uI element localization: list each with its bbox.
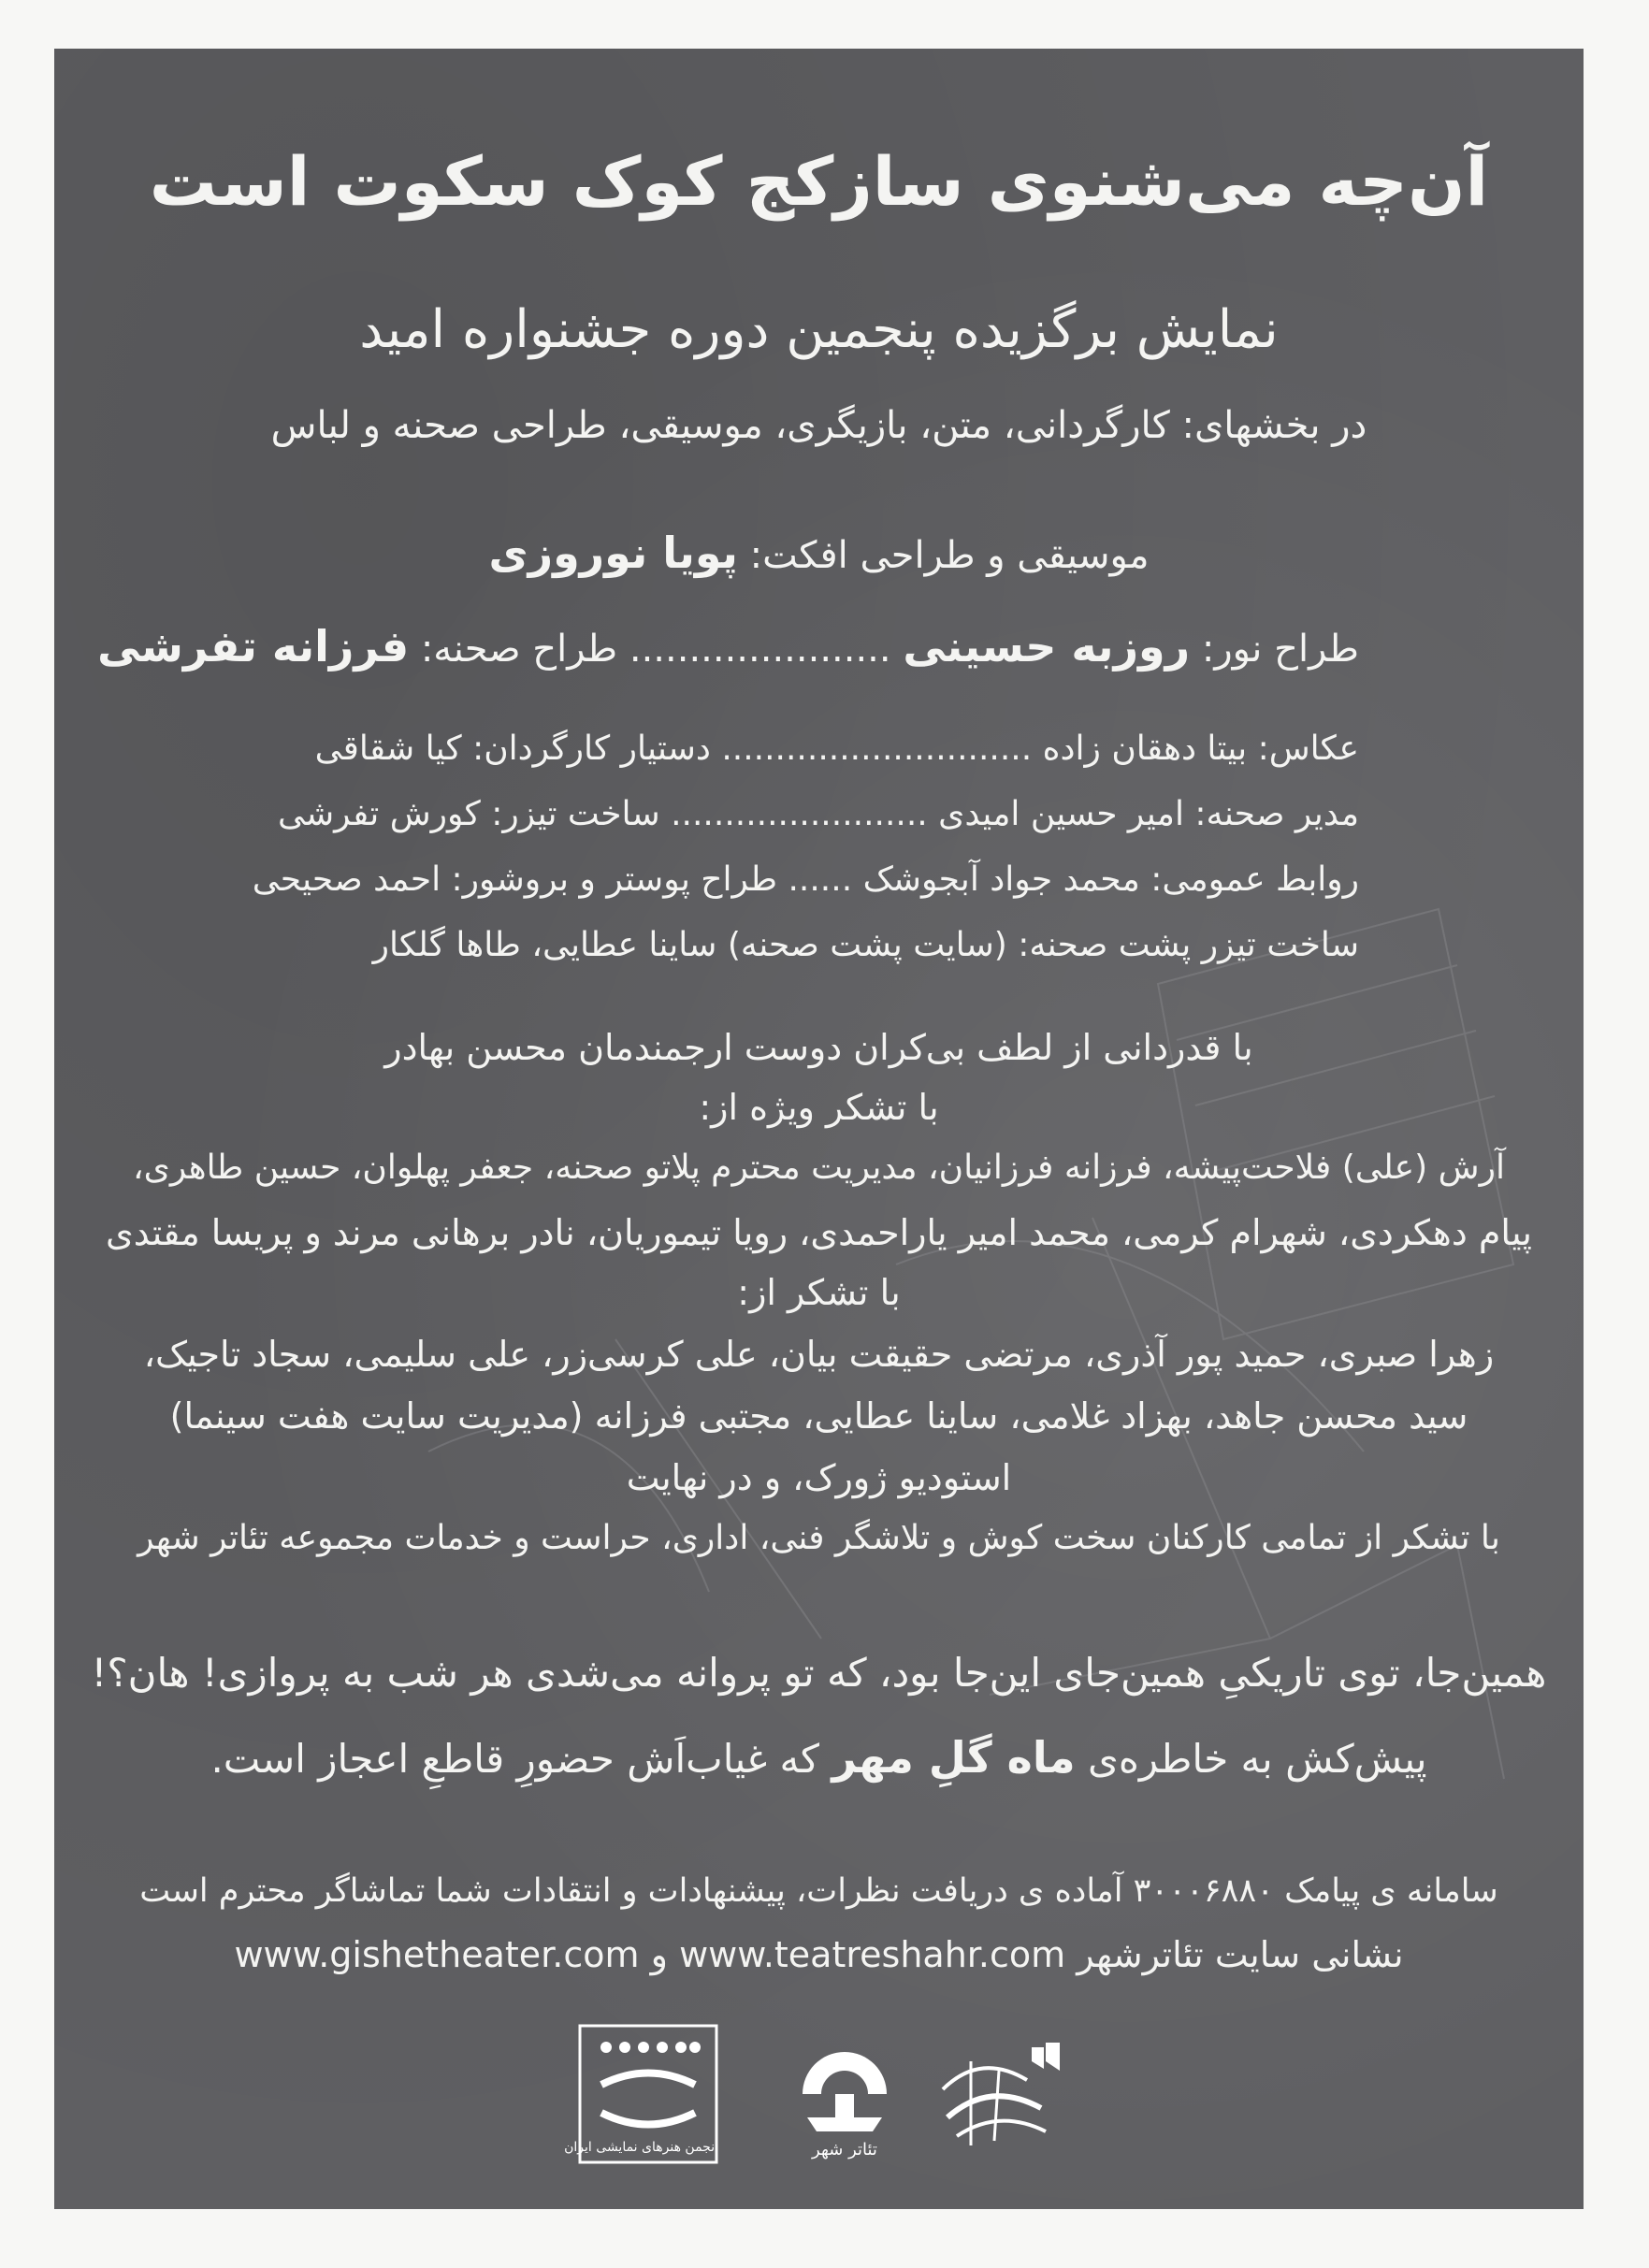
anjoman-label: انجمن هنرهای نمایشی ایران (564, 2140, 718, 2155)
dedication-name: ماه گلِ مهر (832, 1732, 1076, 1783)
site-link-teatreshahr[interactable]: www.teatreshahr.com (679, 1934, 1066, 1975)
thanks-line: با تشکر از تمامی کارکنان سخت کوش و تلاشگر فنی، اداری، حراست و خدمات مجموعه تئاتر شهر (137, 1519, 1500, 1557)
thanks-line: استودیو ژورک، و در نهایت (626, 1457, 1012, 1498)
sms-line: سامانه ی پیامک ۳۰۰۰۶۸۸۰ آماده ی دریافت نظرات، پیشنهادات و انتقادات شما تماشاگر محترم است (139, 1872, 1498, 1910)
site-and: و (650, 1934, 668, 1975)
music-name: پویا نوروزی (488, 527, 738, 578)
stage-label: طراح صحنه: (420, 628, 618, 671)
thanks-heading: با تشکر ویژه از: (699, 1087, 939, 1128)
award-sections: در بخشهای: کارگردانی، متن، بازیگری، موسیقی، طراحی صحنه و لباس (270, 404, 1367, 447)
anjoman-logo (564, 2024, 718, 2164)
teatr-shahr-emblem-icon (793, 2043, 896, 2136)
credit-line: مدیر صحنه: امیر حسین امیدی ........................ ساخت تیزر: کورش تفرشی (278, 795, 1359, 833)
dramatic-arts-center-logo (933, 2033, 1064, 2155)
dedication-pre: پیش‌کش به خاطره‌ی (1087, 1736, 1427, 1782)
teatr-shahr-logo (793, 2043, 896, 2164)
dedication-line-2 (54, 1732, 1584, 1783)
award-subtitle: نمایش برگزیده پنجمین دوره جشنواره امید (359, 299, 1279, 360)
stage-name: فرزانه تفرشی (97, 621, 410, 672)
site-link-gishetheater[interactable]: www.gishetheater.com (234, 1934, 640, 1975)
logos-row (564, 2024, 1064, 2164)
music-label: موسیقی و طراحی افکت: (749, 534, 1150, 577)
thanks-line: با قدردانی از لطف بی‌کران دوست ارجمندمان محسن بهادر (384, 1027, 1253, 1068)
credit-line: روابط عمومی: محمد جواد آبجوشک ...... طراح پوستر و بروشور: احمد صحیحی (252, 860, 1359, 899)
dedication-post: که غیاب‌اَش حضورِ قاطعِ اعجاز است. (210, 1736, 820, 1782)
thanks-line: آرش (علی) فلاحت‌پیشه، فرزانه فرزانیان، مدیریت محترم پلاتو صحنه، جعفر پهلوان، حسین طاهری، (133, 1148, 1505, 1187)
light-label: طراح نور: (1201, 628, 1359, 671)
play-title: آن‌چه می‌شنوی سازکج کوک سکوت است (149, 142, 1489, 221)
thanks-heading: با تشکر از: (737, 1272, 901, 1313)
light-name: روزبه حسینی (903, 621, 1191, 672)
teatr-shahr-label: تئاتر شهر (812, 2140, 877, 2160)
credit-line: ساخت تیزر پشت صحنه: (سایت پشت صحنه) ساینا عطایی، طاها گلکار (372, 926, 1359, 964)
thanks-line: پیام دهکردی، شهرام کرمی، محمد امیر یاراحمدی، رویا تیموریان، نادر برهانی مرند و پریسا مقتدی (105, 1212, 1532, 1253)
light-dots: ...................... (629, 628, 891, 671)
dedication-line-1: همین‌جا، توی تاریکیِ همین‌جای این‌جا بود، که تو پروانه می‌شدی هر شب به پروازی! هان؟! (91, 1650, 1547, 1696)
calligraphy-emblem-icon (933, 2033, 1064, 2155)
credit-line: عکاس: بیتا دهقان زاده ............................. دستیار کارگردان: کیا شقاقی (314, 730, 1359, 768)
website-line (54, 1934, 1584, 1975)
light-stage-credit (97, 621, 1359, 672)
site-label: نشانی سایت تئاترشهر (1077, 1934, 1404, 1975)
thanks-line: زهرا صبری، حمید پور آذری، مرتضی حقیقت بیان، علی کرسی‌زر، علی سلیمی، سجاد تاجیک، (143, 1334, 1495, 1375)
poster-sheet (54, 49, 1584, 2209)
music-credit (54, 527, 1584, 578)
thanks-line: سید محسن جاهد، بهزاد غلامی، ساینا عطایی، مجتبی فرزانه (مدیریت سایت هفت سینما) (169, 1395, 1468, 1437)
